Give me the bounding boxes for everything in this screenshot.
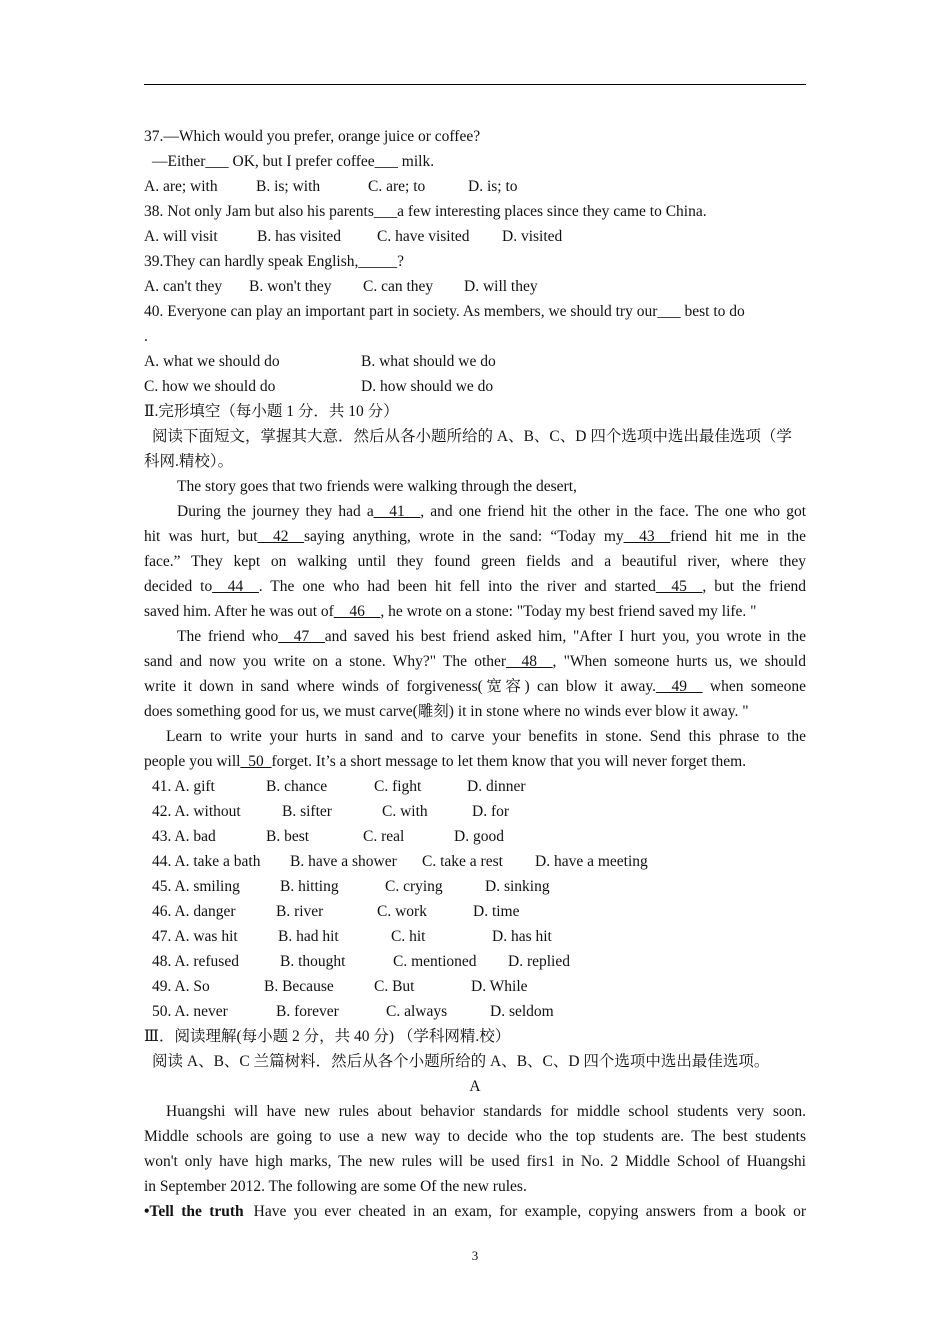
cloze-option-41-a: 41. A. gift xyxy=(152,778,215,795)
cloze-option-row xyxy=(144,899,806,924)
cloze-option-row xyxy=(144,949,806,974)
cloze-option-45-b: B. hitting xyxy=(280,878,339,895)
cloze-options xyxy=(144,774,806,1024)
q38-option-b: B. has visited xyxy=(257,228,341,245)
cloze-option-44-d: D. have a meeting xyxy=(535,853,648,870)
cloze-option-47-b: B. had hit xyxy=(278,928,339,945)
cloze-option-row xyxy=(144,974,806,999)
q40-option-d: D. how should we do xyxy=(361,378,494,395)
q39-stem: 39.They can hardly speak English,_____? xyxy=(144,253,404,270)
q37-options xyxy=(144,174,806,199)
q37-reply: —Either___ OK, but I prefer coffee___ milk. xyxy=(152,153,435,170)
cloze-option-48-a: 48. A. refused xyxy=(152,953,239,970)
cloze-option-48-b: B. thought xyxy=(280,953,346,970)
q37-option-a: A. are; with xyxy=(144,178,218,195)
q40-options-row2 xyxy=(144,374,806,399)
q40-option-c: C. how we should do xyxy=(144,378,276,395)
blank-42: __42__ xyxy=(257,528,304,545)
blank-49: __49__ xyxy=(656,678,703,695)
q37-option-c: C. are; to xyxy=(368,178,426,195)
cloze-option-row xyxy=(144,774,806,799)
q39-option-c: C. can they xyxy=(363,278,434,295)
q37-option-b: B. is; with xyxy=(256,178,321,195)
cloze-option-46-c: C. work xyxy=(377,903,427,920)
passage-line-12: people you will_50_forget. It’s a short message to let them know that you will never forget them. xyxy=(144,753,747,770)
blank-46: __46__ xyxy=(333,603,381,620)
q39-options xyxy=(144,274,806,299)
blank-47: __47__ xyxy=(278,628,325,645)
passage-a-bullet xyxy=(144,1199,806,1224)
section3-title: Ⅲ．阅读理解(每小题 2 分，共 40 分) （学科网精.校） xyxy=(144,1028,511,1045)
passage-line-5: decided to__44__. The one who had been hit fell into the river and started__45__, but the friend xyxy=(144,578,806,595)
cloze-option-50-d: D. seldom xyxy=(490,1003,554,1020)
q39-option-d: D. will they xyxy=(464,278,538,295)
passage-a-line-3: won't only have high marks, The new rules will be used firs1 in No. 2 Middle School of Huangshi xyxy=(144,1153,806,1170)
cloze-option-49-c: C. But xyxy=(374,978,415,995)
cloze-option-row xyxy=(144,924,806,949)
passage-a-line-4: in September 2012. The following are some Of the new rules. xyxy=(144,1178,527,1195)
cloze-option-row xyxy=(144,849,806,874)
cloze-option-42-b: B. sifter xyxy=(282,803,332,820)
cloze-option-44-b: B. have a shower xyxy=(290,853,397,870)
cloze-option-50-c: C. always xyxy=(386,1003,448,1020)
q40-cont: . xyxy=(144,328,148,345)
cloze-option-43-c: C. real xyxy=(363,828,405,845)
cloze-option-46-d: D. time xyxy=(473,903,520,920)
cloze-option-50-a: 50. A. never xyxy=(152,1003,228,1020)
section3-instruction: 阅读 A、B、C 兰篇树料．然后从各个小题所给的 A、B、C、D 四个选项中选出最佳选项。 xyxy=(152,1053,770,1070)
cloze-option-45-d: D. sinking xyxy=(485,878,550,895)
cloze-option-43-a: 43. A. bad xyxy=(152,828,216,845)
blank-41: __41__ xyxy=(373,503,421,520)
cloze-option-47-c: C. hit xyxy=(391,928,426,945)
blank-43: __43__ xyxy=(623,528,671,545)
q38-option-d: D. visited xyxy=(502,228,563,245)
cloze-option-44-c: C. take a rest xyxy=(422,853,503,870)
q38-option-a: A. will visit xyxy=(144,228,218,245)
q39-option-a: A. can't they xyxy=(144,278,223,295)
passage-a-heading: A xyxy=(469,1078,481,1095)
passage-line-2: During the journey they had a__41__, and one friend hit the other in the face. The one who got xyxy=(177,503,807,520)
header-rule xyxy=(144,84,806,85)
cloze-option-42-c: C. with xyxy=(382,803,428,820)
q37-option-d: D. is; to xyxy=(468,178,518,195)
cloze-option-42-a: 42. A. without xyxy=(152,803,241,820)
cloze-option-48-d: D. replied xyxy=(508,953,570,970)
section2-instruction-line2: 科网.精校）。 xyxy=(144,453,234,470)
q38-stem: 38. Not only Jam but also his parents___a few interesting places since they came to China. xyxy=(144,203,707,220)
cloze-option-49-a: 49. A. So xyxy=(152,978,210,995)
cloze-option-49-d: D. While xyxy=(471,978,528,995)
cloze-option-41-c: C. fight xyxy=(374,778,422,795)
q38-options xyxy=(144,224,806,249)
cloze-option-47-d: D. has hit xyxy=(492,928,552,945)
page-number: 3 xyxy=(471,1248,479,1263)
q40-option-a: A. what we should do xyxy=(144,353,280,370)
cloze-option-44-a: 44. A. take a bath xyxy=(152,853,261,870)
cloze-option-45-c: C. crying xyxy=(385,878,443,895)
cloze-option-41-d: D. dinner xyxy=(467,778,526,795)
cloze-option-43-d: D. good xyxy=(454,828,504,845)
bullet-text: Have you ever cheated in an exam, for example, copying answers from a book or xyxy=(253,1203,807,1220)
cloze-option-48-c: C. mentioned xyxy=(393,953,477,970)
cloze-option-row xyxy=(144,799,806,824)
cloze-option-46-a: 46. A. danger xyxy=(152,903,236,920)
cloze-option-50-b: B. forever xyxy=(276,1003,339,1020)
passage-a-line-1: Huangshi will have new rules about behavior standards for middle school students very soon. xyxy=(166,1103,806,1120)
blank-45: __45__ xyxy=(655,578,703,595)
passage-a-line-2: Middle schools are going to use a new way to decide who the top students are. The best students xyxy=(144,1128,806,1145)
cloze-option-43-b: B. best xyxy=(266,828,310,845)
cloze-option-row xyxy=(144,874,806,899)
q38-option-c: C. have visited xyxy=(377,228,470,245)
cloze-option-42-d: D. for xyxy=(472,803,510,820)
passage-line-7: The friend who__47__and saved his best friend asked him, "After I hurt you, you wrote in the xyxy=(177,628,806,645)
passage-line-1: The story goes that two friends were walking through the desert, xyxy=(177,478,577,495)
q40-options-row1 xyxy=(144,349,806,374)
q40-option-b: B. what should we do xyxy=(361,353,496,370)
q40-stem: 40. Everyone can play an important part in society. As members, we should try our___ best to do xyxy=(144,303,745,320)
passage-line-11: Learn to write your hurts in sand and to carve your benefits in stone. Send this phrase to the xyxy=(166,728,806,745)
cloze-option-41-b: B. chance xyxy=(266,778,328,795)
cloze-option-47-a: 47. A. was hit xyxy=(152,928,238,945)
cloze-option-46-b: B. river xyxy=(276,903,324,920)
passage-line-4: face.” They kept on walking until they found green fields and a beautiful river, where they xyxy=(144,553,806,570)
q39-option-b: B. won't they xyxy=(249,278,332,295)
cloze-option-row xyxy=(144,999,806,1024)
cloze-option-45-a: 45. A. smiling xyxy=(152,878,240,895)
passage-line-9: write it down in sand where winds of forgiveness(宽容) can blow it away.__49__ when someone xyxy=(144,678,807,695)
blank-48: __48__ xyxy=(506,653,553,670)
page-content xyxy=(144,124,806,1224)
q37-stem: 37.—Which would you prefer, orange juice or coffee? xyxy=(144,128,481,145)
blank-44: __44__ xyxy=(212,578,259,595)
passage-line-3: hit was hurt, but__42__saying anything, wrote in the sand: “Today my__43__friend hit me in the xyxy=(144,528,806,545)
blank-50: _50_ xyxy=(240,753,272,770)
section2-title: Ⅱ.完形填空（每小题 1 分．共 10 分） xyxy=(144,403,399,420)
section2-instruction-line1: 阅读下面短文，掌握其大意．然后从各小题所给的 A、B、C、D 四个选项中选出最佳选项（学 xyxy=(152,428,792,445)
passage-line-10: does something good for us, we must carve(雕刻) it in stone where no winds ever blow it away. " xyxy=(144,703,749,720)
bullet-title: •Tell the truth xyxy=(144,1203,244,1220)
cloze-option-row xyxy=(144,824,806,849)
cloze-option-49-b: B. Because xyxy=(264,978,334,995)
passage-line-8: sand and now you write on a stone. Why?" The other__48__, "When someone hurts us, we should xyxy=(144,653,806,670)
passage-line-6: saved him. After he was out of__46__, he wrote on a stone: "Today my best friend saved my life. " xyxy=(144,603,757,620)
